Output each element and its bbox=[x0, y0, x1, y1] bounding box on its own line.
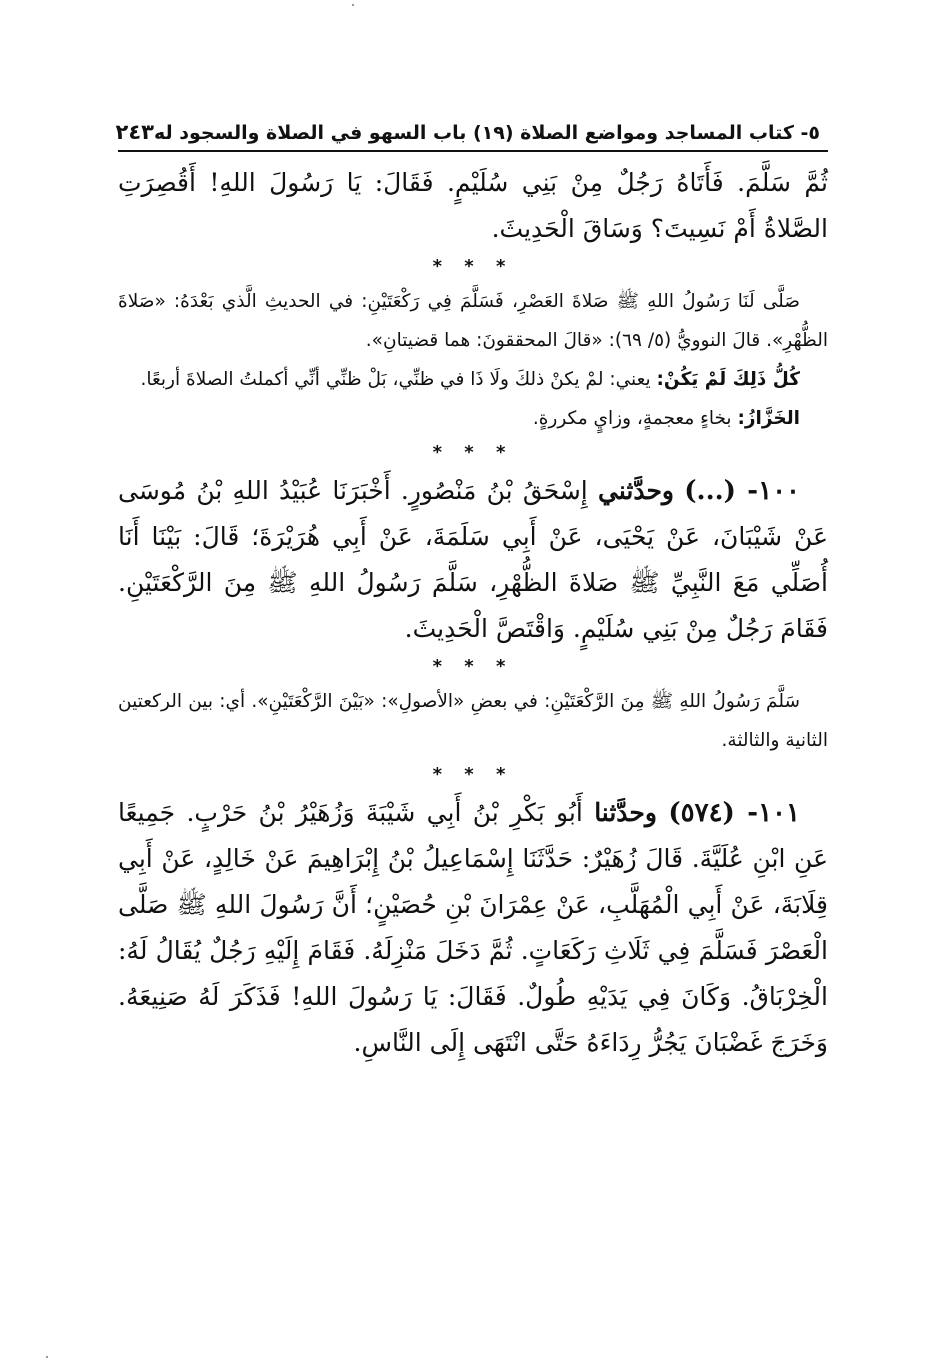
commentary-note: سَلَّمَ رَسُولُ اللهِ ﷺ مِنَ الرَّكْعَتَيْنِ: في بعضِ «الأصولِ»: «بَيْنَ الرَّكْعَتَيْنِ». أي: بين الركعتين الثانية والثالثة. bbox=[118, 691, 828, 751]
hadith-number: ١٠٠- (...) bbox=[684, 476, 801, 506]
section-separator: * * * bbox=[432, 442, 514, 463]
scan-speck bbox=[352, 4, 354, 6]
hadith-number: ١٠١- (٥٧٤) bbox=[668, 798, 800, 828]
scan-speck bbox=[46, 1356, 48, 1358]
commentary-note: صَلَّى لَنَا رَسُولُ اللهِ ﷺ صَلاةَ العَصْرِ، فَسَلَّمَ فِي رَكْعَتَيْنِ: في الحديثِ الَّذي بَعْدَهُ: «صَلاةَ الظُّهْرِ». قالَ النوويُّ (٥/ ٦٩): «قالَ المحققونَ: هما قضيتانِ». bbox=[118, 291, 828, 351]
hadith-text bbox=[118, 468, 828, 652]
section-separator: * * * bbox=[432, 256, 514, 277]
section-separator: * * * bbox=[432, 656, 514, 677]
running-header bbox=[115, 120, 828, 152]
commentary-text: بخاءٍ معجمةٍ، وزايٍ مكررةٍ. bbox=[532, 408, 732, 429]
hadith-text bbox=[118, 790, 828, 1066]
commentary-text: يعني: لمْ يكنْ ذلكَ ولَا ذَا في ظنِّي، بَلْ ظنِّي أنِّي أكملتُ الصلاةَ أربعًا. bbox=[140, 369, 651, 390]
book-page bbox=[115, 120, 828, 1066]
hadith-body: أَبُو بَكْرِ بْنُ أَبِي شَيْبَةَ وَزُهَيْرُ بْنُ حَرْبٍ. جَمِيعًا عَنِ ابْنِ عُلَيَّةَ. قَالَ زُهَيْرٌ: حَدَّثَنَا إِسْمَاعِيلُ بْنُ إِبْرَاهِيمَ عَنْ خَالِدٍ، عَنْ أَبِي قِلَابَةَ، عَنْ أَبِي الْمُهَلَّبِ، عَنْ عِمْرَانَ بْنِ حُصَيْنٍ؛ أَنَّ رَسُولَ اللهِ ﷺ صَلَّى الْعَصْرَ فَسَلَّمَ فِي ثَلَاثِ رَكَعَاتٍ. ثُمَّ دَخَلَ مَنْزِلَهُ. فَقَامَ إِلَيْهِ رَجُلٌ يُقَالُ لَهُ: الْخِرْبَاقُ. وَكَانَ فِي يَدَيْهِ طُولٌ. فَقَالَ: يَا رَسُولَ اللهِ! فَذَكَرَ لَهُ صَنِيعَهُ. وَخَرَجَ غَضْبَانَ يَجُرُّ رِدَاءَهُ حَتَّى انْتَهَى إِلَى النَّاسِ. bbox=[118, 798, 828, 1057]
commentary-note bbox=[118, 399, 828, 438]
header-title: ٥- كتاب المساجد ومواضع الصلاة (١٩) باب السهو في الصلاة والسجود له bbox=[153, 122, 820, 144]
commentary-note bbox=[118, 360, 828, 399]
section-separator: * * * bbox=[432, 764, 514, 785]
commentary-lemma: كُلُّ ذَلِكَ لَمْ يَكُنْ: bbox=[656, 369, 800, 390]
hadith-lead: وحدَّثنا bbox=[594, 798, 657, 827]
page-number: ٢٤٣ bbox=[115, 120, 154, 144]
hadith-lead: وحدَّثني bbox=[597, 476, 674, 505]
hadith-continuation: ثُمَّ سَلَّمَ. فَأَتَاهُ رَجُلٌ مِنْ بَنِي سُلَيْمٍ. فَقَالَ: يَا رَسُولَ اللهِ! أَقُصِرَتِ الصَّلاةُ أَمْ نَسِيتَ؟ وَسَاقَ الْحَدِيثَ. bbox=[118, 168, 828, 243]
hadith-body: إِسْحَقُ بْنُ مَنْصُورٍ. أَخْبَرَنَا عُبَيْدُ اللهِ بْنُ مُوسَى عَنْ شَيْبَانَ، عَنْ يَحْيَى، عَنْ أَبِي سَلَمَةَ، عَنْ أَبِي هُرَيْرَةَ؛ قَالَ: بَيْنَا أَنَا أُصَلِّي مَعَ النَّبِيِّ ﷺ صَلاةَ الظُّهْرِ، سَلَّمَ رَسُولُ اللهِ ﷺ مِنَ الرَّكْعَتَيْنِ. فَقَامَ رَجُلٌ مِنْ بَنِي سُلَيْمٍ. وَاقْتَصَّ الْحَدِيثَ. bbox=[118, 476, 828, 643]
commentary-lemma: الخَزَّازُ: bbox=[737, 408, 800, 429]
